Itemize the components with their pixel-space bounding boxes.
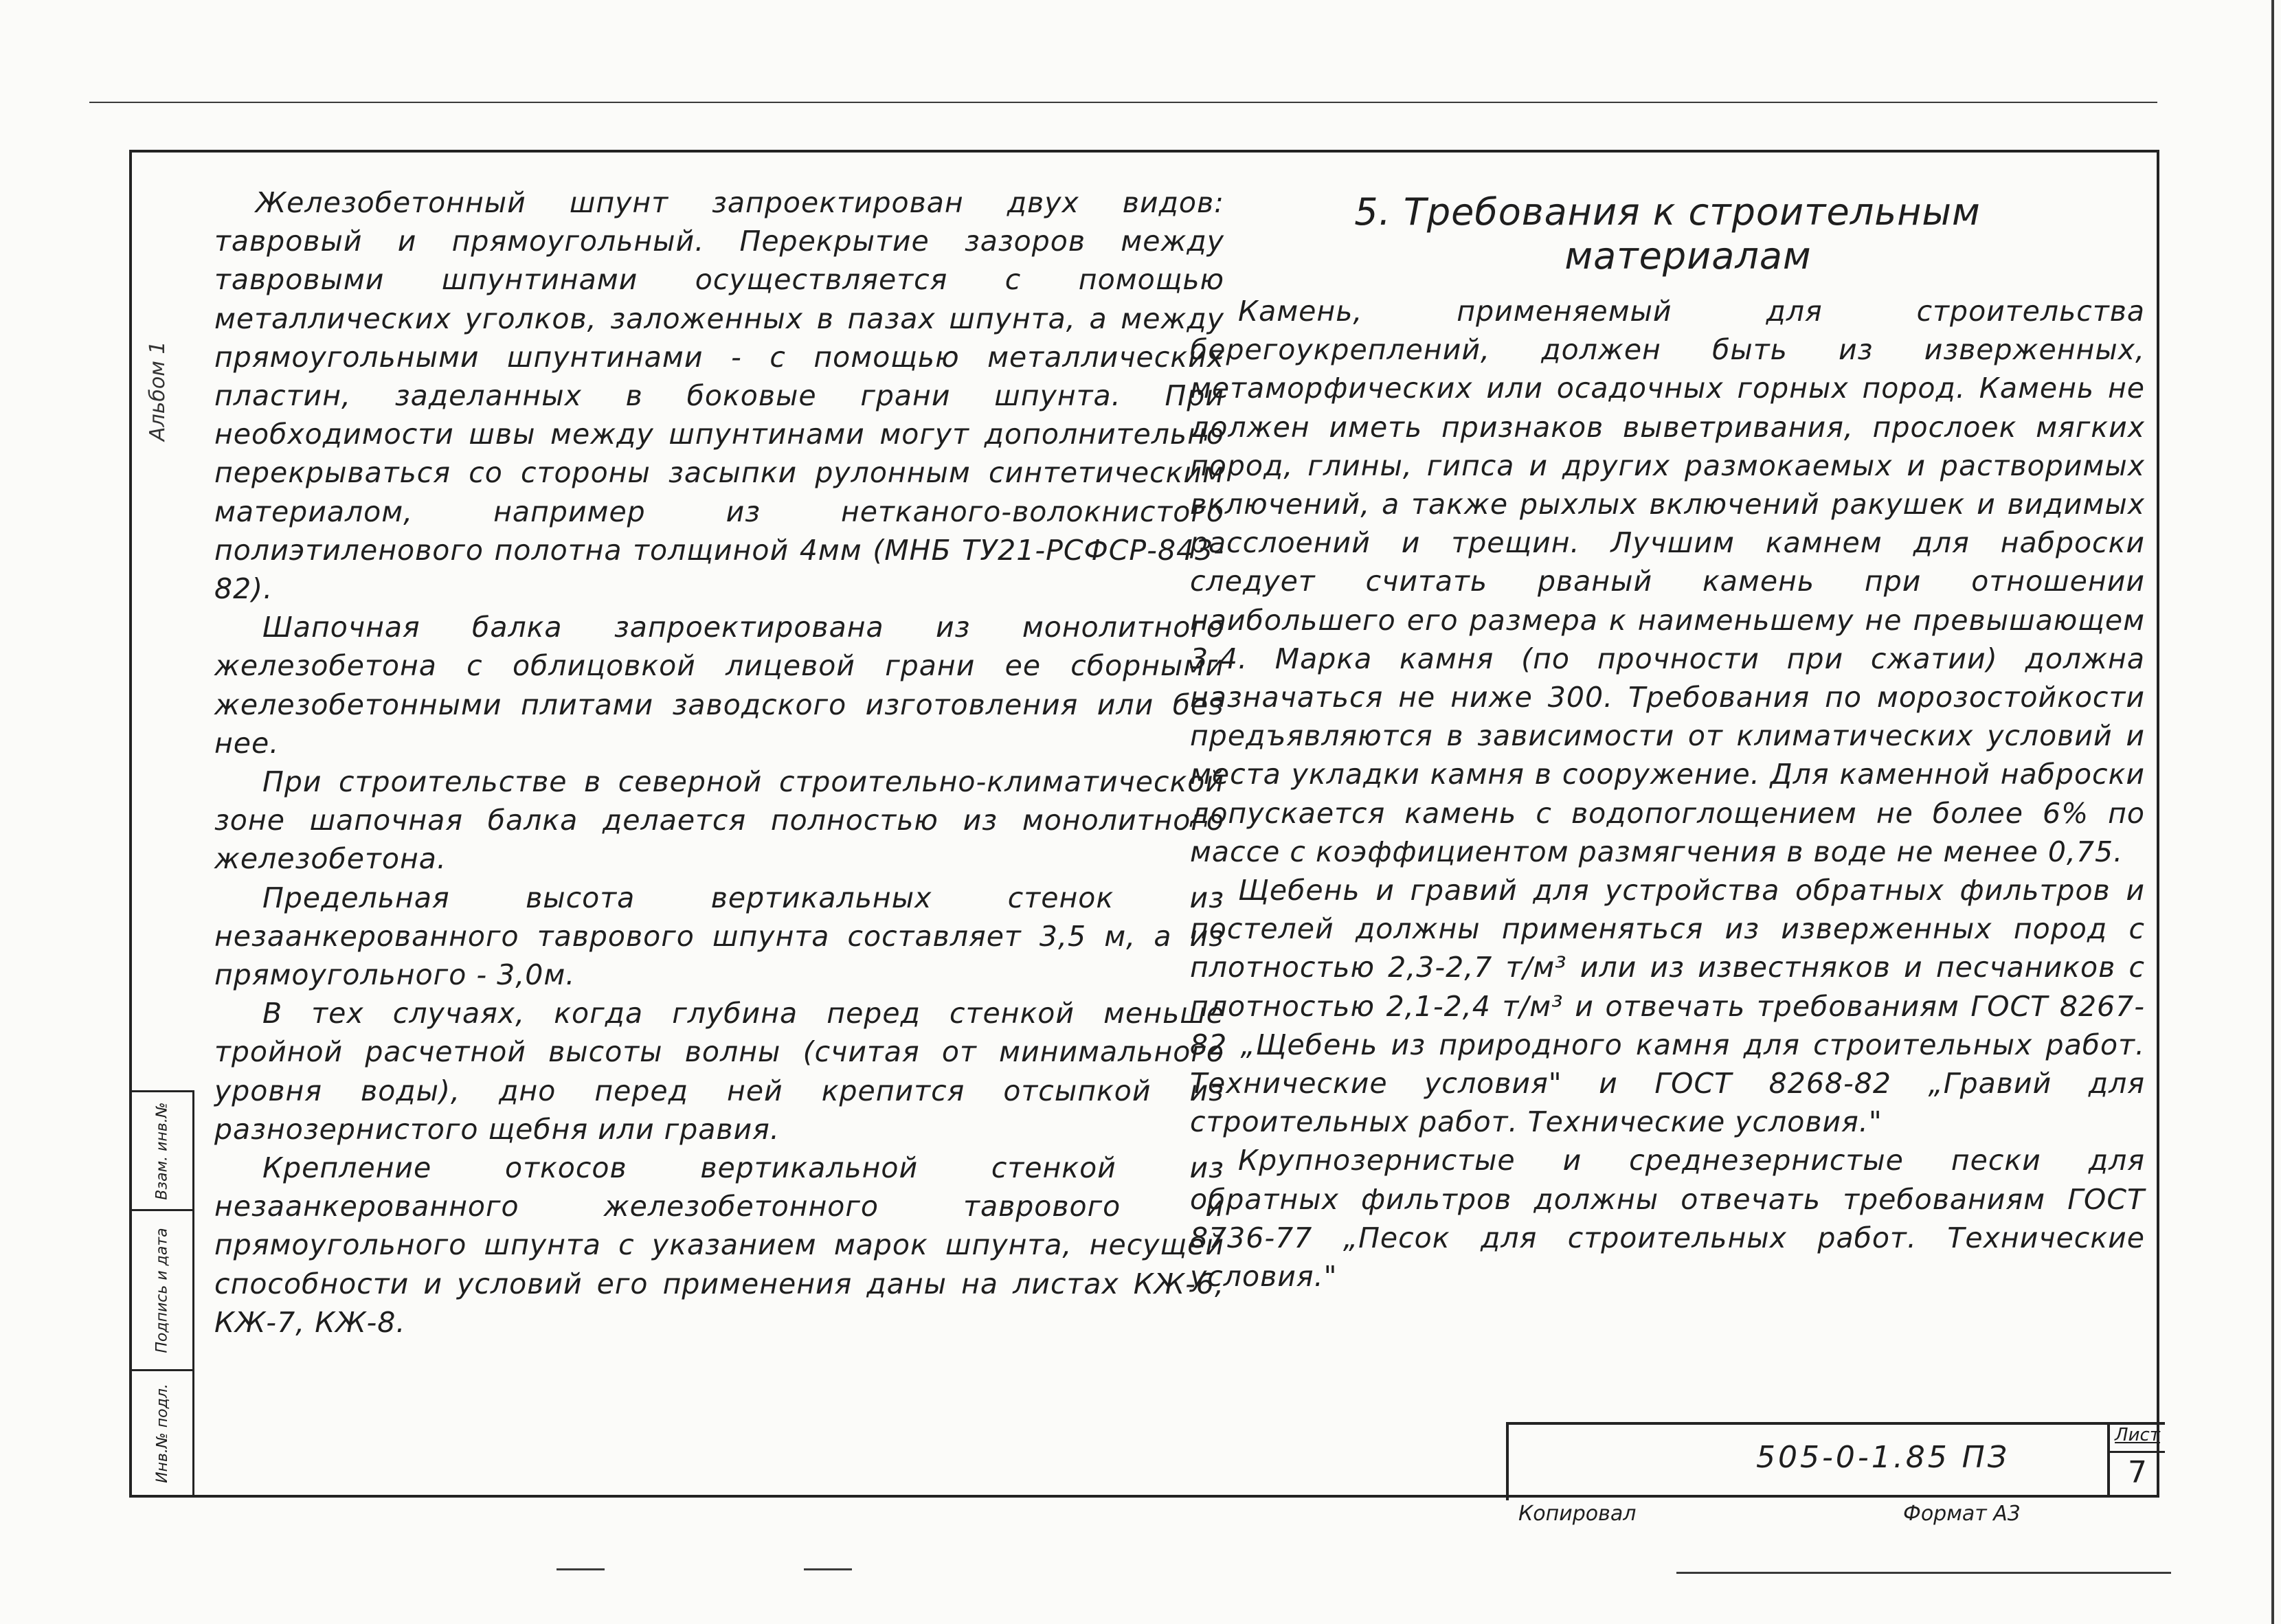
paragraph: В тех случаях, когда глубина перед стенкой меньше тройной расчетной высоты волны (считая от минимального уровня воды), дно перед ней крепится отсыпкой из разнозернистого щебня или гравия.	[214, 997, 1224, 1146]
paragraph: Железобетонный шпунт запроектирован двух видов: тавровый и прямоугольный. Перекрытие зазоров между тавровыми шпунтинами осуществляется с помощью металлических уголков, заложенных в пазах шпунта, а между прямоугольными шпунтинами - с помощью металлических пластин, заделанных в боковые грани шпунта. При необходимости швы между шпунтинами могут дополнительно перекрываться со стороны засыпки рулонным синтетическим материалом, например из нетканого-волокнистого полиэтиленового полотна толщиной 4мм (МНБ ТУ21-РСФСР-843-82).	[214, 186, 1224, 606]
stamp-label-inventory: Инв.№ подл.	[153, 1383, 171, 1483]
right-text-column	[1190, 183, 2145, 1296]
sheet-number-box	[2107, 1425, 2165, 1498]
paragraph: При строительстве в северной строительно-климатической зоне шапочная балка делается полностью из монолитного железобетона.	[214, 765, 1224, 876]
stamp-cell-signature	[132, 1211, 192, 1371]
paragraph: Предельная высота вертикальных стенок из незаанкерованного таврового шпунта составляет 3,5 м, а из прямоугольного - 3,0м.	[214, 881, 1224, 992]
top-scan-line	[89, 102, 2157, 103]
section-title	[1190, 190, 2145, 278]
stamp-label-replacement: Взам. инв.№	[153, 1101, 171, 1200]
paragraph: Щебень и гравий для устройства обратных фильтров и постелей должны применяться из изверженных пород с плотностью 2,3-2,7 т/м³ или из известняков и песчаников с плотностью 2,1-2,4 т/м³ и отвечать требованиям ГОСТ 8267-82 „Щебень из природного камня для строительных работ. Технические условия" и ГОСТ 8268-82 „Гравий для строительных работ. Технические условия."	[1190, 874, 2145, 1139]
paragraph: Камень, применяемый для строительства берегоукреплений, должен быть из изверженных, метаморфических или осадочных горных пород. Камень не должен иметь признаков выветривания, прослоек мягких пород, глины, гипса и других размокаемых и растворимых включений, а также рыхлых включений ракушек и видимых расслоений и трещин. Лучшим камнем для наброски следует считать рваный камень при отношении наибольшего его размера к наименьшему не превышающем 3-4. Марка камня (по прочности при сжатии) должна назначаться не ниже 300. Требования по морозостойкости предъявляются в зависимости от климатических условий и места укладки камня в сооружение. Для каменной наброски допускается камень с водопоглощением не более 6% по массе с коэффициентом размягчения в воде не менее 0,75.	[1190, 295, 2145, 868]
bottom-scan-line	[1676, 1572, 2171, 1574]
bottom-dash-1	[557, 1568, 605, 1570]
paragraph: Крепление откосов вертикальной стенкой из незаанкерованного железобетонного таврового и прямоугольного шпунта с указанием марок шпунта, несущей способности и условий его применения даны на листах КЖ-6, КЖ-7, КЖ-8.	[214, 1151, 1224, 1339]
album-side-note: Альбом 1	[146, 341, 170, 441]
revision-stamp	[132, 1090, 194, 1497]
left-text-column	[214, 183, 1224, 1342]
right-scan-line	[2271, 0, 2274, 1624]
paragraph: Шапочная балка запроектирована из монолитного железобетона с облицовкой лицевой грани ее сборными железобетонными плитами заводского изготовления или без нее.	[214, 611, 1224, 760]
format-label: Формат А3	[1903, 1502, 2021, 1526]
copied-by-label: Копировал	[1518, 1502, 1637, 1526]
sheet-label: Лист	[2110, 1425, 2165, 1453]
paragraph: Крупнозернистые и среднезернистые пески для обратных фильтров должны отвечать требованиям ГОСТ 8736-77 „Песок для строительных работ. Технические условия."	[1190, 1144, 2145, 1294]
stamp-cell-inventory	[132, 1371, 192, 1495]
sheet-number: 7	[2128, 1455, 2147, 1490]
stamp-label-signature: Подпись и дата	[153, 1227, 171, 1353]
bottom-dash-2	[804, 1568, 852, 1570]
stamp-cell-replacement	[132, 1092, 192, 1211]
document-code: 505-0-1.85 ПЗ	[1756, 1440, 2010, 1475]
title-block	[1506, 1422, 2165, 1500]
section-title-line1: 5. Требования к строительным	[1354, 190, 1981, 234]
section-title-line2: материалам	[1564, 234, 1812, 278]
drawing-sheet	[129, 150, 2159, 1498]
